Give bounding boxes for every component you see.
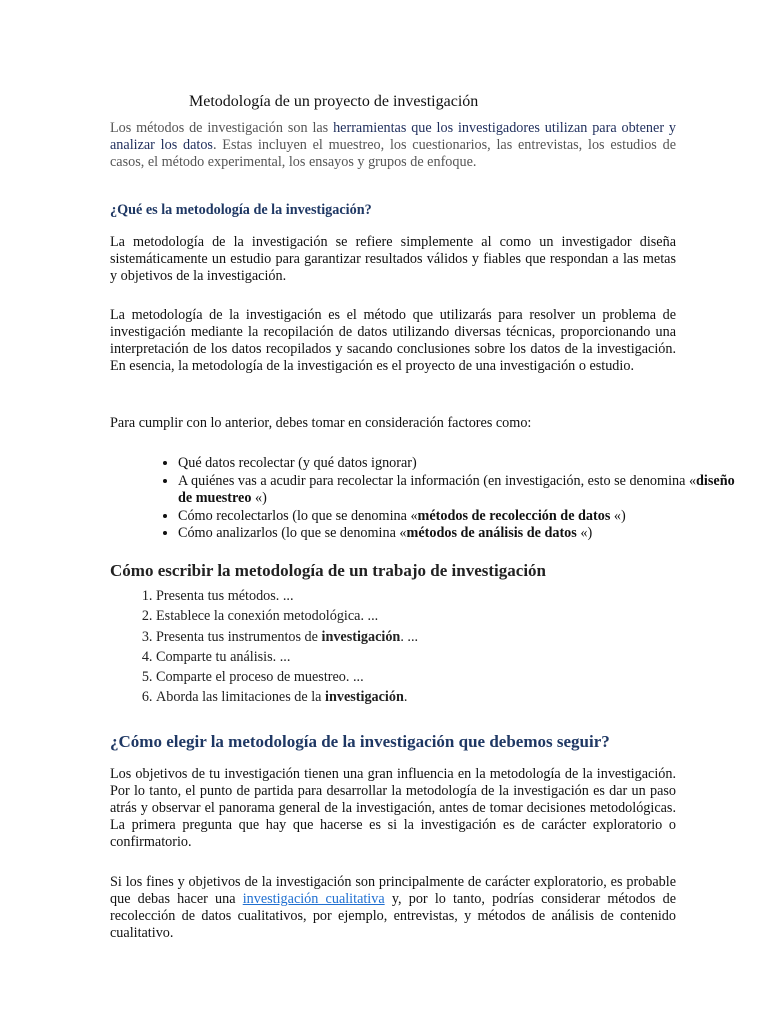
list-item-text: Establece la conexión metodológica. ... (156, 608, 379, 625)
list-item-bold: diseño de muestreo (178, 472, 735, 506)
paragraph-method: La metodología de la investigación es el método que utilizarás para resolver un problema de investigación mediante la recopilación de datos utilizando diversas técnicas, proporcionando una interpretación de los datos recopilados y sacando conclusiones sobre los datos de la investigación. En esencia, la metodología de la investigación es el proyecto de una investigación o estudio. (110, 307, 676, 374)
steps-list (110, 586, 696, 708)
list-item (178, 525, 738, 543)
paragraph-objectives: Los objetivos de tu investigación tienen una gran influencia en la metodología de la investigación. Por lo tanto, el punto de partida para desarrollar la metodología de la investigación es dar un paso atrás y observar el panorama general de la investigación, antes de tomar decisiones metodológicas. La primera pregunta que hay que hacerse es si la investigación es de carácter exploratorio o confirmatorio. (110, 766, 676, 850)
list-item (156, 606, 696, 626)
section-heading-how-to-choose: ¿Cómo elegir la metodología de la investigación que debemos seguir? (110, 732, 610, 751)
list-item (156, 627, 696, 647)
list-item-bold: investigación (325, 689, 404, 706)
list-item-text: A quiénes vas a acudir para recolectar la información (en investigación, esto se denomina « (178, 472, 697, 489)
list-item (156, 667, 696, 687)
intro-paragraph (110, 120, 676, 171)
list-item-text: Aborda las limitaciones de la (156, 689, 326, 706)
list-item (178, 473, 738, 508)
list-item-bold: métodos de análisis de datos (406, 525, 577, 541)
list-item-text-end: . (403, 689, 408, 706)
section-heading-what-is: ¿Qué es la metodología de la investigación? (110, 202, 372, 218)
list-item (156, 687, 696, 707)
intro-text-end: . Estas incluyen el muestreo, los cuestionarios, las entrevistas, los estudios de casos, el método experimental, los ensayos y grupos de enfoque. (110, 137, 676, 170)
list-item (156, 586, 696, 606)
factors-list (135, 455, 738, 543)
intro-highlight: herramientas que los investigadores utilizan para obtener y analizar los datos (110, 120, 676, 153)
list-item-text-end: . ... (400, 628, 419, 645)
list-item-text-end: «) (251, 490, 267, 506)
list-item (156, 647, 696, 667)
paragraph-text-end: y, por lo tanto, podrías considerar métodos de recolección de datos cualitativos, por ejemplo, entrevistas, y métodos de análisis de contenido cualitativo. (110, 891, 677, 941)
list-item-text: Comparte el proceso de muestreo. ... (156, 669, 364, 686)
qualitative-research-link[interactable]: investigación cualitativa (242, 891, 385, 907)
list-item-text-end: «) (610, 507, 626, 524)
intro-text-start: Los métodos de investigación son las (110, 120, 334, 136)
paragraph-exploratory (110, 874, 676, 942)
list-item-text: Presenta tus métodos. ... (156, 588, 294, 604)
section-heading-how-to-write: Cómo escribir la metodología de un trabajo de investigación (110, 561, 546, 580)
paragraph-definition: La metodología de la investigación se refiere simplemente al como un investigador diseña sistemáticamente un estudio para garantizar resultados válidos y fiables que respondan a las metas y objetivos de la investigación. (110, 234, 676, 284)
list-item-text: Cómo recolectarlos (lo que se denomina « (178, 507, 418, 524)
list-item-text: Comparte tu análisis. ... (156, 648, 291, 665)
list-item (178, 455, 738, 473)
list-item-text: Cómo analizarlos (lo que se denomina « (178, 525, 407, 541)
list-item-text: Presenta tus instrumentos de (156, 628, 322, 645)
list-item (178, 508, 738, 526)
paragraph-text-start: Si los fines y objetivos de la investigación son principalmente de carácter exploratorio, es probable que debas hacer una (110, 874, 676, 907)
paragraph-factors-intro: Para cumplir con lo anterior, debes tomar en consideración factores como: (110, 415, 532, 431)
list-item-text: Qué datos recolectar (y qué datos ignorar) (178, 455, 417, 471)
document-title: Metodología de un proyecto de investigación (189, 93, 479, 110)
list-item-text-end: «) (576, 525, 593, 541)
list-item-bold: métodos de recolección de datos (417, 507, 611, 524)
list-item-bold: investigación (321, 628, 401, 645)
